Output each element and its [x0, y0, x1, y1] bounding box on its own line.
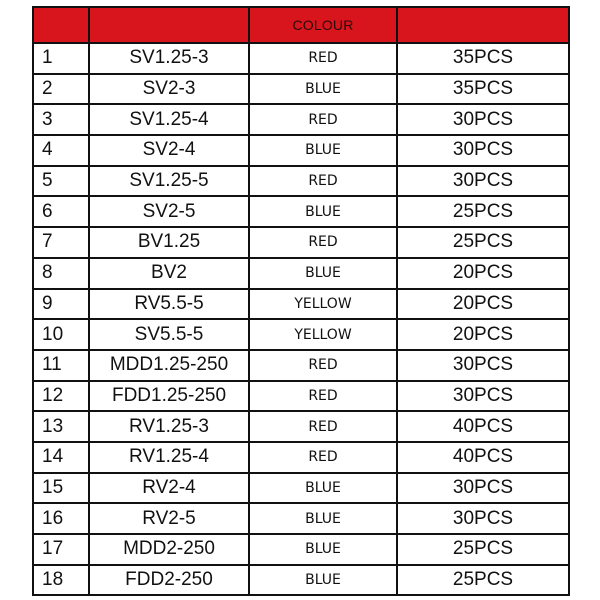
terminal-kit-table — [32, 6, 570, 596]
row-quantity: 25PCS — [397, 565, 569, 596]
row-model: FDD1.25-250 — [89, 381, 249, 412]
table-row — [33, 135, 569, 166]
table-row — [33, 74, 569, 105]
row-colour: RED — [249, 350, 397, 381]
row-number: 6 — [33, 196, 89, 227]
row-quantity: 35PCS — [397, 74, 569, 105]
row-number: 8 — [33, 258, 89, 289]
row-number: 12 — [33, 381, 89, 412]
row-quantity: 30PCS — [397, 503, 569, 534]
row-quantity: 30PCS — [397, 473, 569, 504]
row-model: SV2-4 — [89, 135, 249, 166]
row-model: RV5.5-5 — [89, 289, 249, 320]
row-colour: RED — [249, 381, 397, 412]
row-number: 3 — [33, 104, 89, 135]
row-model: SV5.5-5 — [89, 319, 249, 350]
row-model: MDD2-250 — [89, 534, 249, 565]
row-quantity: 30PCS — [397, 104, 569, 135]
row-number: 13 — [33, 411, 89, 442]
row-number: 2 — [33, 74, 89, 105]
row-quantity: 40PCS — [397, 411, 569, 442]
row-colour: RED — [249, 43, 397, 74]
row-quantity: 40PCS — [397, 442, 569, 473]
row-model: RV2-5 — [89, 503, 249, 534]
row-colour: BLUE — [249, 135, 397, 166]
row-quantity: 25PCS — [397, 196, 569, 227]
table-row — [33, 442, 569, 473]
row-number: 11 — [33, 350, 89, 381]
row-colour: YELLOW — [249, 319, 397, 350]
row-colour: RED — [249, 166, 397, 197]
table-row — [33, 166, 569, 197]
row-quantity: 20PCS — [397, 289, 569, 320]
row-number: 14 — [33, 442, 89, 473]
row-colour: BLUE — [249, 565, 397, 596]
row-colour: BLUE — [249, 196, 397, 227]
row-colour: BLUE — [249, 473, 397, 504]
row-number: 7 — [33, 227, 89, 258]
row-quantity: 30PCS — [397, 135, 569, 166]
row-quantity: 30PCS — [397, 350, 569, 381]
row-number: 15 — [33, 473, 89, 504]
row-quantity: 25PCS — [397, 227, 569, 258]
table-row — [33, 350, 569, 381]
header-no — [33, 7, 89, 43]
row-number: 1 — [33, 43, 89, 74]
row-number: 4 — [33, 135, 89, 166]
row-quantity: 20PCS — [397, 319, 569, 350]
row-quantity: 25PCS — [397, 534, 569, 565]
row-model: SV2-3 — [89, 74, 249, 105]
row-number: 17 — [33, 534, 89, 565]
table-row — [33, 258, 569, 289]
row-model: RV1.25-4 — [89, 442, 249, 473]
header-quantity — [397, 7, 569, 43]
table-row — [33, 227, 569, 258]
row-model: SV2-5 — [89, 196, 249, 227]
row-model: SV1.25-3 — [89, 43, 249, 74]
row-model: SV1.25-4 — [89, 104, 249, 135]
table-row — [33, 196, 569, 227]
row-quantity: 35PCS — [397, 43, 569, 74]
header-colour: COLOUR — [249, 7, 397, 43]
row-colour: YELLOW — [249, 289, 397, 320]
row-number: 5 — [33, 166, 89, 197]
table-row — [33, 104, 569, 135]
row-model: BV2 — [89, 258, 249, 289]
row-model: RV2-4 — [89, 473, 249, 504]
row-model: BV1.25 — [89, 227, 249, 258]
row-model: RV1.25-3 — [89, 411, 249, 442]
row-colour: BLUE — [249, 503, 397, 534]
row-quantity: 30PCS — [397, 381, 569, 412]
row-number: 9 — [33, 289, 89, 320]
row-colour: BLUE — [249, 74, 397, 105]
row-colour: RED — [249, 442, 397, 473]
row-colour: BLUE — [249, 258, 397, 289]
header-row — [33, 7, 569, 43]
row-quantity: 20PCS — [397, 258, 569, 289]
row-quantity: 30PCS — [397, 166, 569, 197]
row-colour: RED — [249, 227, 397, 258]
terminal-kit-table-sheet — [32, 6, 568, 596]
table-row — [33, 473, 569, 504]
header-model — [89, 7, 249, 43]
row-number: 10 — [33, 319, 89, 350]
row-colour: RED — [249, 104, 397, 135]
table-row — [33, 319, 569, 350]
row-number: 18 — [33, 565, 89, 596]
table-row — [33, 289, 569, 320]
row-model: FDD2-250 — [89, 565, 249, 596]
table-row — [33, 43, 569, 74]
row-model: MDD1.25-250 — [89, 350, 249, 381]
table-row — [33, 381, 569, 412]
table-row — [33, 534, 569, 565]
row-model: SV1.25-5 — [89, 166, 249, 197]
row-number: 16 — [33, 503, 89, 534]
table-row — [33, 503, 569, 534]
table-row — [33, 411, 569, 442]
row-colour: RED — [249, 411, 397, 442]
table-row — [33, 565, 569, 596]
row-colour: BLUE — [249, 534, 397, 565]
